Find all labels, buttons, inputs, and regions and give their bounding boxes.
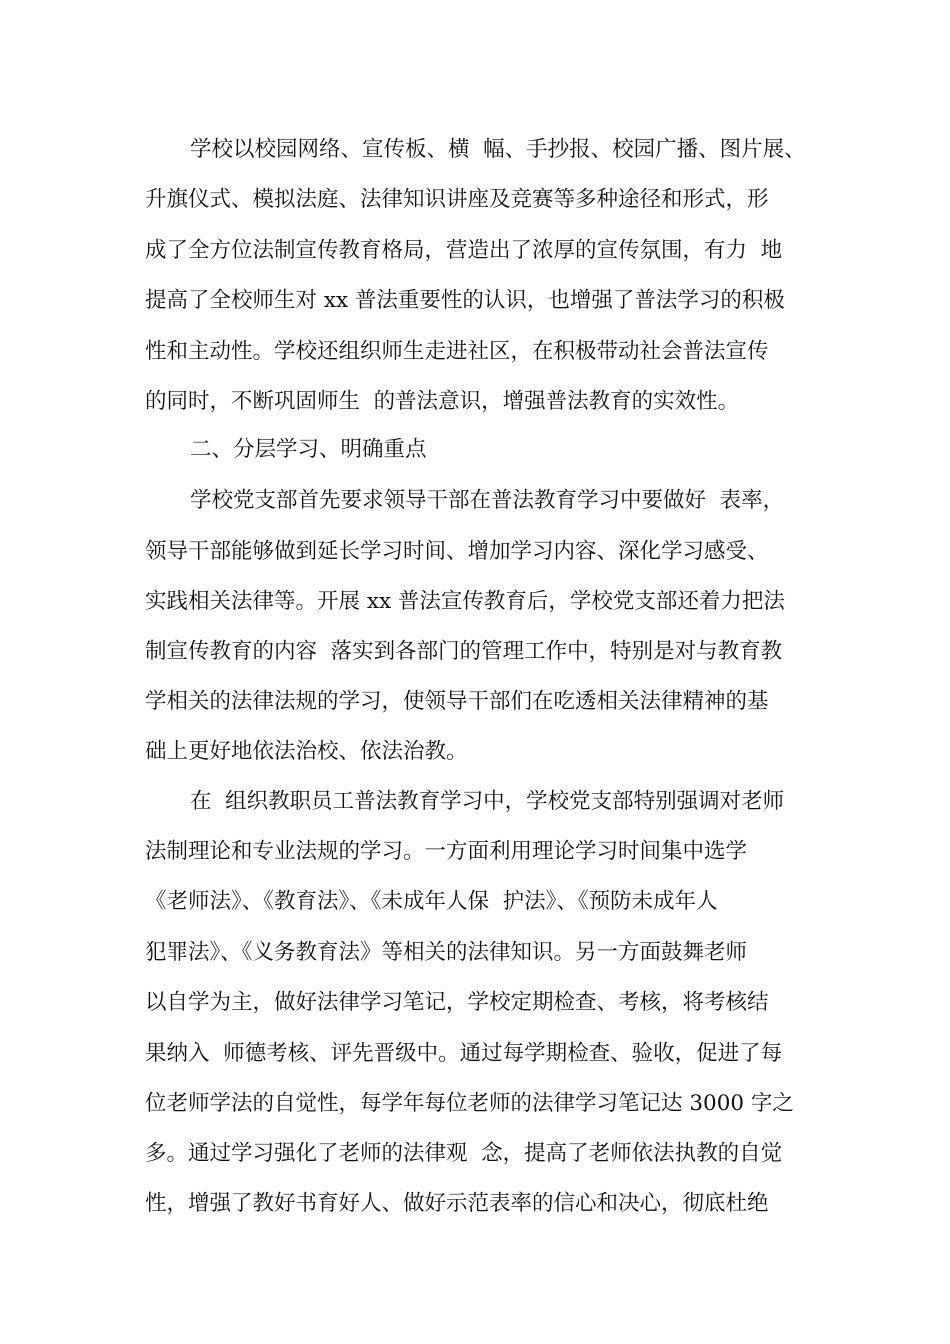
paragraph-line: 制宣传教育的内容 落实到各部门的管理工作中，特别是对与教育教 [145,639,783,664]
paragraph-line: 实践相关法律等。开展 xx 普法宣传教育后，学校党支部还着力把法 [145,589,785,614]
paragraph-line: 领导干部能够做到延长学习时间、增加学习内容、深化学习感受、 [145,539,769,564]
paragraph-line: 学校党支部首先要求领导干部在普法教育学习中要做好 表率， [190,488,785,513]
paragraph-line: 升旗仪式、模拟法庭、法律知识讲座及竞赛等多种途径和形式，形 [145,187,769,212]
paragraph-line: 学相关的法律法规的学习，使领导干部们在吃透相关法律精神的基 [145,689,769,714]
paragraph-line: 在 组织教职员工普法教育学习中，学校党支部特别强调对老师 [190,789,785,814]
paragraph-line: 性和主动性。学校还组织师生走进社区，在积极带动社会普法宣传 [145,339,769,364]
paragraph-line: 学校以校园网络、宣传板、横 幅、手抄报、校园广播、图片展、 [190,137,806,162]
paragraph-line: 位老师学法的自觉性，每学年每位老师的法律学习笔记达 3000 字之 [145,1091,794,1116]
paragraph-line: 成了全方位法制宣传教育格局，营造出了浓厚的宣传氛围，有力 地 [145,238,783,263]
paragraph-line: 以自学为主，做好法律学习笔记，学校定期检查、考核，将考核结 [145,990,769,1015]
paragraph-line: 《老师法》、《教育法》、《未成年人保 护法》、《预防未成年人 [145,889,718,914]
paragraph-line: 多。通过学习强化了老师的法律观 念，提高了老师依法执教的自觉 [145,1141,783,1166]
paragraph-line: 法制理论和专业法规的学习。一方面利用理论学习时间集中选学 [145,839,748,864]
paragraph-line: 犯罪法》、《义务教育法》等相关的法律知识。另一方面鼓舞老师 [145,940,748,965]
section-heading: 二、分层学习、明确重点 [190,437,427,462]
paragraph-line: 提高了全校师生对 xx 普法重要性的认识，也增强了普法学习的积极 [145,288,785,313]
paragraph-line: 的同时，不断巩固师生 的普法意识，增强普法教育的实效性。 [145,389,740,414]
paragraph-line: 性，增强了教好书育好人、做好示范表率的信心和决心，彻底杜绝 [145,1191,769,1216]
paragraph-line: 础上更好地依法治校、依法治教。 [145,739,468,764]
paragraph-line: 果纳入 师德考核、评先晋级中。通过每学期检查、验收，促进了每 [145,1041,783,1066]
